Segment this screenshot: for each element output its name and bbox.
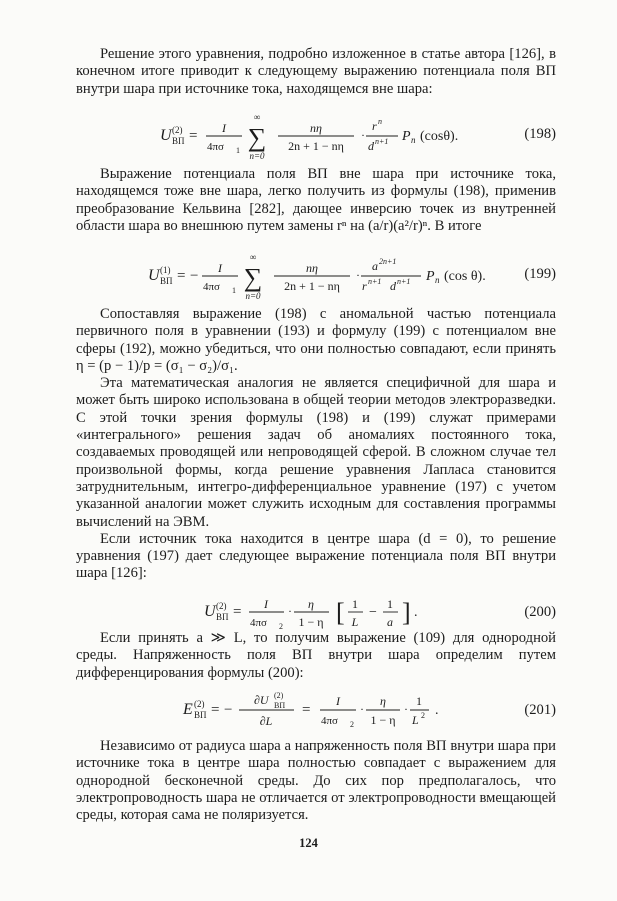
eq198-tail-sub: n <box>411 135 416 145</box>
paragraph-4: Эта математическая аналогия не является специфичной для шара и может быть широко использована в общей теории методов электроразведки. С этой точки зрения формулы (198) и (199) служат примерами «интегрального» решения задач об аномалиях постоянного тока, создаваемых проводящей или непроводящей сферой. В сложном случае тел произвольной формы, когда решение уравнения Лапласа становится затруднительным, интегро-дифференциальное уравнение (197) с учетом указанной аналогии может служить исходным для составления программы вычислений на ЭВМ. <box>76 375 556 530</box>
eq201-f1-den: 4πσ <box>321 715 338 727</box>
eq198-sum-sign: ∑ <box>247 123 267 152</box>
eq199-tail-sub: n <box>435 275 440 285</box>
eq199-dot: · <box>356 268 360 282</box>
eq199-tail: P <box>426 269 435 284</box>
eq199-f3-den2: d <box>390 279 396 293</box>
eq201-f3-num: 1 <box>416 694 422 708</box>
eq200-minus: − <box>369 605 377 620</box>
eq201-dot2: · <box>404 702 408 716</box>
eq198-f1-den: 4πσ <box>207 141 224 153</box>
eq200-lhs-sup: (2) <box>216 601 227 611</box>
eq200-lhs: U <box>204 603 216 620</box>
eq200-bracket-right: ] <box>402 598 411 627</box>
eq199-tail-arg: (cos θ). <box>444 269 486 284</box>
eq200-f2-den: 1 − η <box>298 615 324 629</box>
eq201-f1-num: I <box>336 694 340 708</box>
eq199-f1-num: I <box>218 261 222 275</box>
paragraph-6: Если принять a ≫ L, то получим выражение (109) для однородной среды. Напряженность поля ВП внутри шара определим путем дифференцирования формулы (200): <box>76 630 556 681</box>
eq198-dot: · <box>361 128 365 142</box>
eq201-dot1: · <box>360 702 364 716</box>
eq198-f3-den-sup: n+1 <box>375 137 389 146</box>
eq198-f3-num: r <box>372 119 377 133</box>
paragraph-3-4-5-block <box>76 306 556 583</box>
eq200-number: (200) <box>524 604 556 620</box>
paragraph-2: Выражение потенциала поля ВП вне шара при источнике тока, находящемся тоже вне шара, легко получить из формулы (198), применив преобразование Кельвина [282], дающее инверсию точек из внутренней области шара во внешнюю путем замены rⁿ на (a/r)(a²/r)ⁿ. В итоге <box>76 166 556 234</box>
eq199-equals: = <box>177 268 186 284</box>
eq201-d-den: ∂L <box>259 714 273 728</box>
equation-201 <box>76 684 556 736</box>
eq199-f3-den: r <box>362 279 367 293</box>
paragraph-7: Независимо от радиуса шара a напряженность поля ВП внутри шара при источнике тока в центре шара полностью совпадает с выражением для однородной бесконечной среды. До сих пор предполагалось, что электропроводность шара не отличается от электропроводности вмещающей среды, которая сама не поляризуется. <box>76 738 556 824</box>
eq200-f2-num: η <box>308 597 314 611</box>
eq198-f3-den: d <box>368 139 374 153</box>
paragraph-3: Сопоставляя выражение (198) с аномальной частью потенциала первичного поля в уравнении (193) и формулу (199) с потенциалом вне сферы (192), можно убедиться, что они полностью совпадают, если принять η = (p − 1)/p = (σ₁ − σ₂)/σ₁. <box>76 306 556 374</box>
eq201-lhs-sup: (2) <box>194 699 205 709</box>
eq199-f1-den: 4πσ <box>203 281 220 293</box>
eq201-f2-den: 1 − η <box>370 713 396 727</box>
eq201-lhs-sub: ВП <box>194 710 207 720</box>
paragraph-2-block <box>76 166 556 235</box>
eq199-f2-num: nη <box>306 261 318 275</box>
eq201-dot: . <box>435 703 439 718</box>
eq199-f1-den-sub: 1 <box>232 286 236 295</box>
eq198-f3-num-sup: n <box>378 117 382 126</box>
eq201-f2-num: η <box>380 694 386 708</box>
paragraph-5: Если источник тока находится в центре шара (d = 0), то решение уравнения (197) дает следующее выражение потенциала поля ВП внутри шара [126]: <box>76 530 556 582</box>
eq199-lhs-sub: ВП <box>160 276 173 286</box>
eq200-b2-num: 1 <box>387 597 393 611</box>
eq201-f3-den: L <box>412 713 419 727</box>
eq200-f1-num: I <box>264 597 268 611</box>
eq201-f1-den-sub: 2 <box>350 720 354 729</box>
eq198-number: (198) <box>524 126 556 142</box>
paragraph-1: Решение этого уравнения, подробно изложенное в статье автора [126], в конечном итоге приводит к следующему выражению потенциала поля ВП внутри шара при источнике тока, находящемся вне шара: <box>76 46 556 97</box>
equation-199-svg <box>76 254 556 310</box>
eq199-sum-sign: ∑ <box>243 263 263 292</box>
eq198-tail-arg: (cosθ). <box>420 129 459 144</box>
eq201-equals: = <box>211 702 220 718</box>
eq201-number: (201) <box>524 702 556 718</box>
eq200-dot1: · <box>288 604 292 618</box>
eq201-minus: − <box>224 702 233 718</box>
eq199-sum-sup: ∞ <box>249 252 257 262</box>
equation-198-svg <box>76 114 556 170</box>
eq200-b1-num: 1 <box>352 597 358 611</box>
paragraph-1-block <box>76 46 556 98</box>
eq200-equals: = <box>233 604 242 620</box>
eq200-f1-den: 4πσ <box>250 617 267 629</box>
eq198-f1-num: I <box>222 121 226 135</box>
eq200-f1-den-sub: 2 <box>279 622 283 631</box>
eq199-sum-sub: n=0 <box>245 291 261 301</box>
eq200-b2-den: a <box>387 615 393 629</box>
eq198-lhs: U <box>160 127 172 144</box>
eq198-sum-sup: ∞ <box>253 112 261 122</box>
paragraph-6-block <box>76 630 556 682</box>
eq201-d-num: ∂U <box>254 693 269 707</box>
page-number: 124 <box>299 836 318 850</box>
equation-199 <box>76 254 556 306</box>
eq198-f2-num: nη <box>310 121 322 135</box>
eq198-lhs-sub: ВП <box>172 136 185 146</box>
eq201-lhs: E <box>183 701 193 718</box>
eq201-d-num-sup: (2) <box>274 691 284 700</box>
eq198-sum-sub: n=0 <box>249 151 265 161</box>
eq199-f3-num-sup: 2n+1 <box>379 257 397 266</box>
eq199-f2-den: 2n + 1 − nη <box>284 279 340 293</box>
eq201-d-num-sub: ВП <box>274 701 286 710</box>
eq198-tail: P <box>402 129 411 144</box>
eq199-f3-den-sup: n+1 <box>368 277 382 286</box>
eq200-dot: . <box>414 605 418 620</box>
eq199-minus: − <box>190 268 199 284</box>
paragraph-7-block <box>76 738 556 824</box>
eq198-f2-den: 2n + 1 − nη <box>288 139 344 153</box>
equation-201-svg <box>76 684 556 734</box>
eq199-lhs-sup: (1) <box>160 265 171 275</box>
eq198-f1-den-sub: 1 <box>236 146 240 155</box>
eq199-number: (199) <box>524 266 556 282</box>
eq201-equals2: = <box>302 702 311 718</box>
eq200-lhs-sub: ВП <box>216 612 229 622</box>
eq200-b1-den: L <box>351 615 359 629</box>
eq198-lhs-sup: (2) <box>172 125 183 135</box>
equation-198 <box>76 114 556 166</box>
eq201-f3-den-sup: 2 <box>421 711 425 720</box>
eq199-f3-den2-sup: n+1 <box>397 277 411 286</box>
eq199-lhs: U <box>148 267 160 284</box>
eq200-bracket-left: [ <box>336 598 345 627</box>
eq199-f3-num: a <box>372 259 378 273</box>
eq198-equals: = <box>189 128 198 144</box>
